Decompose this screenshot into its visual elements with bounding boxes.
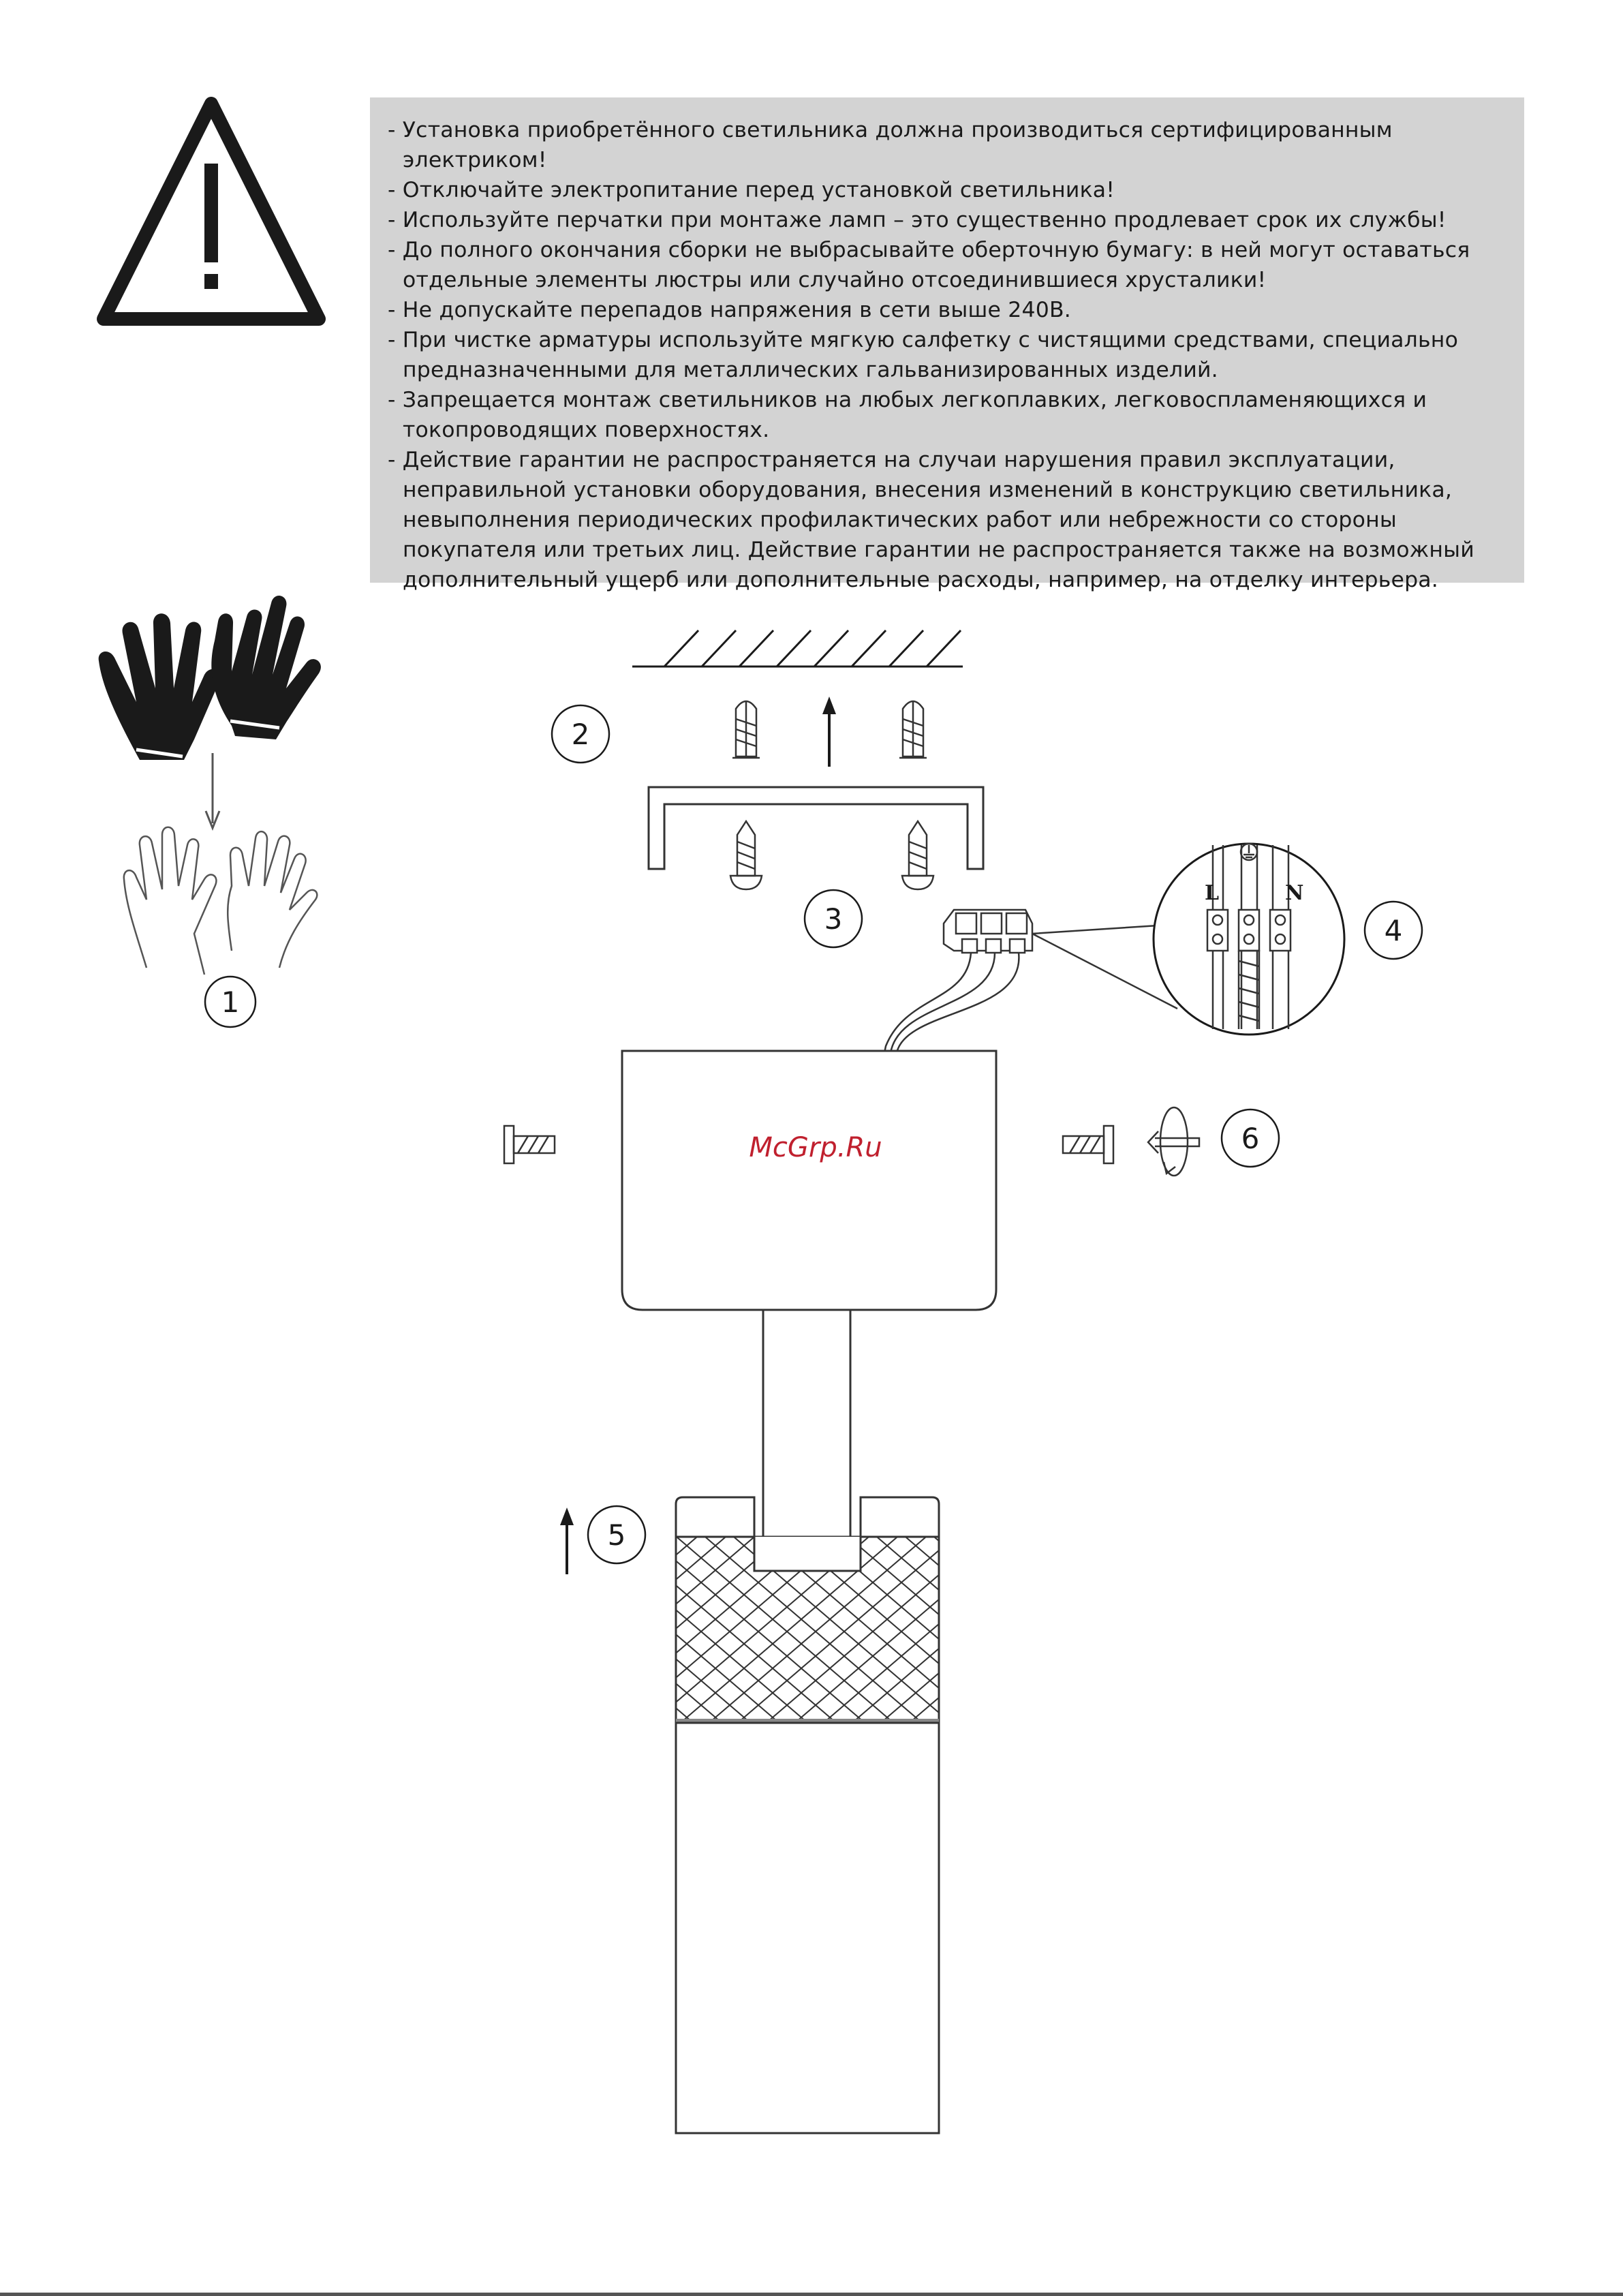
lamp-shade (676, 1497, 939, 2133)
warning-item: - При чистке арматуры используйте мягкую салфетку с чистящими средствами, специально предназначенными для металлических гальванизированных изделий. (388, 325, 1504, 385)
connecting-wires (884, 953, 1019, 1053)
step-4-marker (1365, 902, 1422, 959)
wiring-detail-callout (1032, 844, 1344, 1035)
wall-anchor-icon (732, 701, 760, 758)
up-arrow-icon (822, 697, 836, 767)
lamp-canopy (622, 1051, 996, 1310)
side-screw-icon (1063, 1126, 1113, 1163)
step-6-marker (1222, 1109, 1279, 1167)
terminal-block-icon (944, 910, 1032, 953)
svg-text:6: 6 (1241, 1122, 1260, 1155)
screw-icon (730, 821, 762, 889)
warning-item: - Используйте перчатки при монтаже ламп – это существенно продлевает срок их службы! (388, 205, 1504, 235)
step-1-marker (205, 977, 256, 1027)
up-arrow-icon (560, 1507, 574, 1574)
step-2-marker (552, 705, 609, 763)
step-5-marker (588, 1506, 645, 1563)
live-wire-label: L (1205, 881, 1220, 905)
bare-hands-icon (124, 827, 318, 975)
step-3-marker (805, 890, 862, 947)
side-screw-icon (504, 1126, 555, 1163)
watermark: McGrp.Ru (749, 1132, 882, 1163)
warning-item: - Отключайте электропитание перед установкой светильника! (388, 175, 1504, 205)
gloves-icon (99, 596, 321, 828)
neutral-wire-label: N (1285, 881, 1304, 905)
warning-item: - Не допускайте перепадов напряжения в сети выше 240В. (388, 295, 1504, 325)
svg-text:1: 1 (221, 985, 240, 1019)
rotate-icon (1148, 1107, 1199, 1176)
svg-text:2: 2 (571, 718, 590, 751)
warning-item: - Запрещается монтаж светильников на любых легкоплавких, легковоспламеняющихся и токопроводящих поверхностях. (388, 385, 1504, 445)
lamp-rod (763, 1310, 850, 1571)
warning-item: - До полного окончания сборки не выбрасывайте оберточную бумагу: в ней могут оставаться отдельные элементы люстры или случайно отсоединившиеся хрусталики! (388, 235, 1504, 295)
screw-icon (902, 821, 933, 889)
warning-item: - Действие гарантии не распространяется на случаи нарушения правил эксплуатации, неправильной установки оборудования, внесения изменений в конструкцию светильника, невыполнения периодических профилактических работ или небрежности со стороны покупателя или третьих лиц. Действие гарантии не распространяется также на возможный дополнительный ущерб или дополнительные расходы, например, на отделку интерьера. (388, 445, 1504, 595)
page-bottom-rule (0, 2293, 1623, 2296)
mounting-bracket (649, 787, 983, 869)
svg-text:5: 5 (607, 1518, 626, 1552)
svg-text:3: 3 (824, 902, 843, 936)
warning-item: - Установка приобретённого светильника должна производиться сертифицированным электриком! (388, 115, 1504, 175)
ceiling-icon (632, 630, 963, 667)
svg-text:4: 4 (1384, 914, 1403, 947)
wall-anchor-icon (899, 701, 927, 758)
